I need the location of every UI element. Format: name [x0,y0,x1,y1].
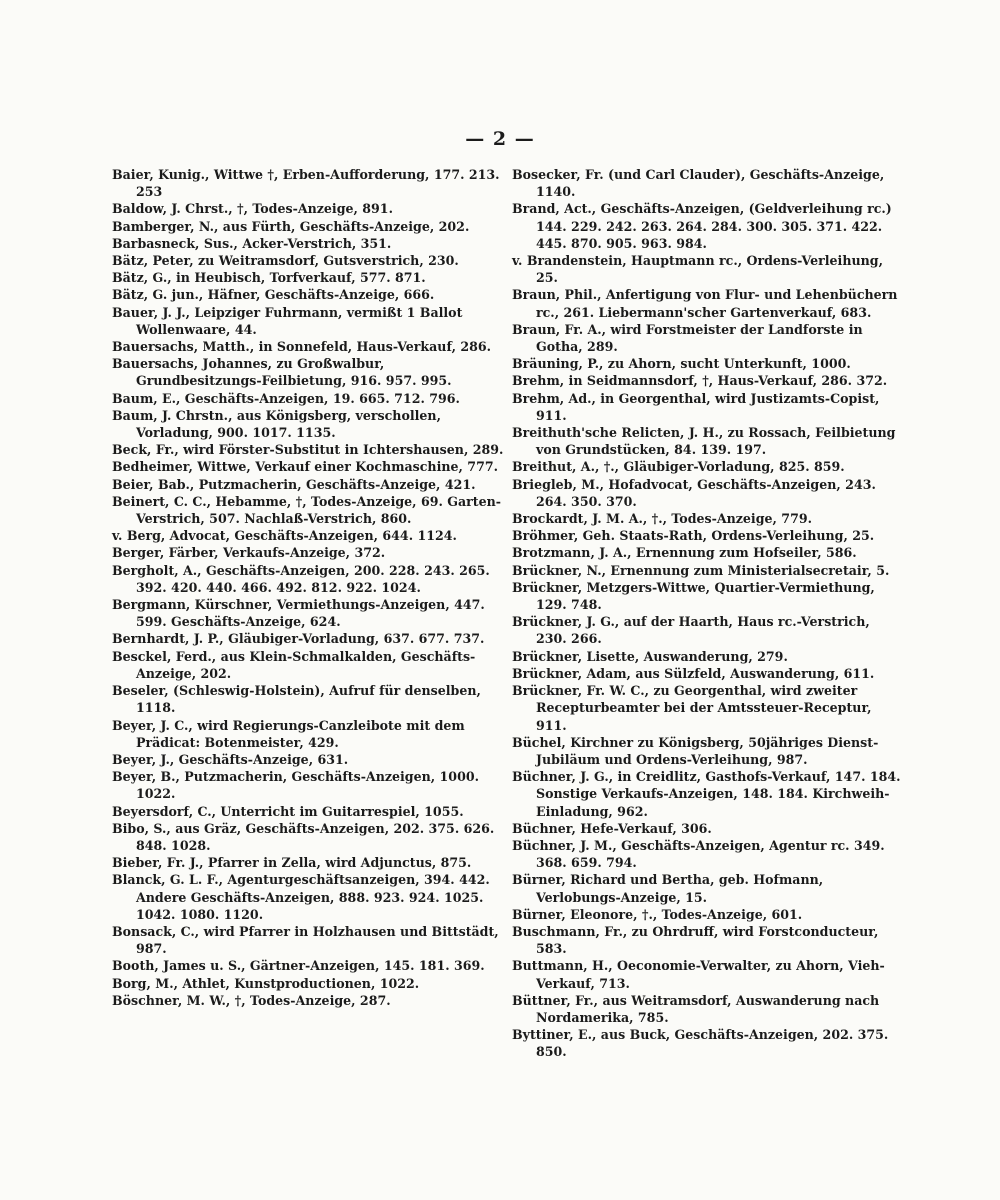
index-entry: Büchner, Hefe-Verkauf, 306. [512,820,712,836]
index-entry: Beyer, J., Geschäfts-Anzeige, 631. [112,751,349,767]
index-entry: Büchner, J. G., in Creidlitz, Gasthofs-Verkauf, 147. 184. Sonstige Verkaufs-Anzeigen, 148. 184. Kirchweih-Einladung, 962. [512,769,901,819]
index-entry: Böschner, M. W., †, Todes-Anzeige, 287. [112,992,391,1008]
index-entry: Bergmann, Kürschner, Vermiethungs-Anzeigen, 447. 599. Geschäfts-Anzeige, 624. [112,597,485,630]
index-entry: v. Brandenstein, Hauptmann rc., Ordens-Verleihung, 25. [512,253,883,286]
index-entry: Braun, Fr. A., wird Forstmeister der Landforste in Gotha, 289. [512,321,863,355]
index-entry: Breithut, A., †., Gläubiger-Vorladung, 825. 859. [512,459,845,475]
index-entry: Baum, E., Geschäfts-Anzeigen, 19. 665. 712. 796. [112,390,460,406]
index-entry: Beck, Fr., wird Förster-Substitut in Ichtershausen, 289. [112,442,504,458]
index-entry: Beyersdorf, C., Unterricht im Guitarrespiel, 1055. [112,803,464,819]
index-entry: Baldow, J. Chrst., †, Todes-Anzeige, 891. [112,201,393,217]
index-entry: Bürner, Eleonore, †., Todes-Anzeige, 601. [512,906,803,922]
index-entry: Brotzmann, J. A., Ernennung zum Hofseiler, 586. [512,545,857,561]
index-entry: Büchner, J. M., Geschäfts-Anzeigen, Agentur rc. 349. 368. 659. 794. [512,837,885,871]
index-entry: Berger, Färber, Verkaufs-Anzeige, 372. [112,545,386,561]
index-entry: Bernhardt, J. P., Gläubiger-Vorladung, 637. 677. 737. [112,631,485,647]
index-entry: Bätz, Peter, zu Weitramsdorf, Gutsverstrich, 230. [112,253,459,269]
index-entry: Brehm, Ad., in Georgenthal, wird Justizamts-Copist, 911. [512,390,880,423]
index-entry: Brückner, Lisette, Auswanderung, 279. [512,648,788,664]
index-entry: Buschmann, Fr., zu Ohrdruff, wird Forstconducteur, 583. [512,923,879,957]
index-entry: Brückner, Adam, aus Sülzfeld, Auswanderung, 611. [512,665,875,681]
index-entry: v. Berg, Advocat, Geschäfts-Anzeigen, 644. 1124. [112,528,457,544]
index-entry: Braun, Phil., Anfertigung von Flur- und Lehenbüchern rc., 261. Liebermann'scher Gartenverkauf, 683. [512,287,898,320]
index-entry: Briegleb, M., Hofadvocat, Geschäfts-Anzeigen, 243. 264. 350. 370. [512,476,876,509]
index-entry: Brehm, in Seidmannsdorf, †, Haus-Verkauf, 286. 372. [512,373,888,389]
index-entry: Bamberger, N., aus Fürth, Geschäfts-Anzeige, 202. [112,218,470,234]
index-entry: Bieber, Fr. J., Pfarrer in Zella, wird Adjunctus, 875. [112,855,472,871]
index-entry: Büttner, Fr., aus Weitramsdorf, Auswanderung nach Nordamerika, 785. [512,992,880,1025]
index-entry: Bräuning, P., zu Ahorn, sucht Unterkunft, 1000. [512,356,851,372]
index-entry: Büchel, Kirchner zu Königsberg, 50jähriges Dienst-Jubiläum und Ordens-Verleihung, 987. [512,734,879,767]
index-entry: Bedheimer, Wittwe, Verkauf einer Kochmaschine, 777. [112,459,498,475]
index-entry: Brückner, N., Ernennung zum Ministerialsecretair, 5. [512,562,890,578]
index-entry: Borg, M., Athlet, Kunstproductionen, 1022. [112,975,420,991]
index-entry: Bröhmer, Geh. Staats-Rath, Ordens-Verleihung, 25. [512,528,875,544]
index-column-right [512,166,904,1061]
index-entry: Bätz, G. jun., Häfner, Geschäfts-Anzeige, 666. [112,287,435,303]
index-entry: Brückner, J. G., auf der Haarth, Haus rc.-Verstrich, 230. 266. [512,614,870,647]
index-entry: Bauersachs, Matth., in Sonnefeld, Haus-Verkauf, 286. [112,339,492,355]
index-entry: Bauersachs, Johannes, zu Großwalbur, Grundbesitzungs-Feilbietung, 916. 957. 995. [112,356,452,389]
index-entry: Bergholt, A., Geschäfts-Anzeigen, 200. 228. 243. 265. 392. 420. 440. 466. 492. 812. 922. 1024. [112,562,490,595]
index-entry: Beseler, (Schleswig-Holstein), Aufruf für denselben, 1118. [112,683,481,716]
index-entry: Brückner, Metzgers-Wittwe, Quartier-Vermiethung, 129. 748. [512,579,875,613]
index-entry: Bibo, S., aus Gräz, Geschäfts-Anzeigen, 202. 375. 626. 848. 1028. [112,820,495,853]
index-entry: Bauer, J. J., Leipziger Fuhrmann, vermißt 1 Ballot Wollenwaare, 44. [112,304,463,337]
index-entry: Baum, J. Chrstn., aus Königsberg, verschollen, Vorladung, 900. 1017. 1135. [112,407,441,441]
index-entry: Beier, Bab., Putzmacherin, Geschäfts-Anzeige, 421. [112,476,476,492]
index-entry: Barbasneck, Sus., Acker-Verstrich, 351. [112,235,392,251]
index-entry: Bürner, Richard und Bertha, geb. Hofmann, Verlobungs-Anzeige, 15. [512,872,824,905]
index-entry: Besckel, Ferd., aus Klein-Schmalkalden, Geschäfts-Anzeige, 202. [112,648,476,681]
index-entry: Baier, Kunig., Wittwe †, Erben-Aufforderung, 177. 213. 253 [112,167,500,200]
index-entry: Beyer, J. C., wird Regierungs-Canzleibote mit dem Prädicat: Botenmeister, 429. [112,717,465,750]
index-entry: Beyer, B., Putzmacherin, Geschäfts-Anzeigen, 1000. 1022. [112,769,479,802]
index-entry: Bonsack, C., wird Pfarrer in Holzhausen und Bittstädt, 987. [112,923,499,957]
index-entry: Brückner, Fr. W. C., zu Georgenthal, wird zweiter Recepturbeamter bei der Amtssteuer-Receptur, 911. [512,683,872,733]
page-number: — 2 — [465,128,535,150]
index-entry: Bosecker, Fr. (und Carl Clauder), Geschäfts-Anzeige, 1140. [512,167,885,200]
index-entry: Booth, James u. S., Gärtner-Anzeigen, 145. 181. 369. [112,958,485,974]
index-entry: Buttmann, H., Oeconomie-Verwalter, zu Ahorn, Vieh-Verkauf, 713. [512,958,885,991]
index-entry: Breithuth'sche Relicten, J. H., zu Rossach, Feilbietung von Grundstücken, 84. 139. 197. [512,425,896,458]
index-entry: Byttiner, E., aus Buck, Geschäfts-Anzeigen, 202. 375. 850. [512,1027,889,1060]
index-entry: Bätz, G., in Heubisch, Torfverkauf, 577. 871. [112,270,426,286]
index-entry: Blanck, G. L. F., Agenturgeschäftsanzeigen, 394. 442. Andere Geschäfts-Anzeigen, 888. 923. 924. 1025. 1042. 1080. 1120. [112,872,490,922]
index-entry: Beinert, C. C., Hebamme, †, Todes-Anzeige, 69. Garten-Verstrich, 507. Nachlaß-Verstrich, 860. [112,493,502,527]
index-column-left [112,166,504,1009]
index-entry: Brockardt, J. M. A., †., Todes-Anzeige, 779. [512,511,812,527]
index-entry: Brand, Act., Geschäfts-Anzeigen, (Geldverleihung rc.) 144. 229. 242. 263. 264. 284. 300. 305. 371. 422. 445. 870. 905. 963. 984. [512,201,892,251]
